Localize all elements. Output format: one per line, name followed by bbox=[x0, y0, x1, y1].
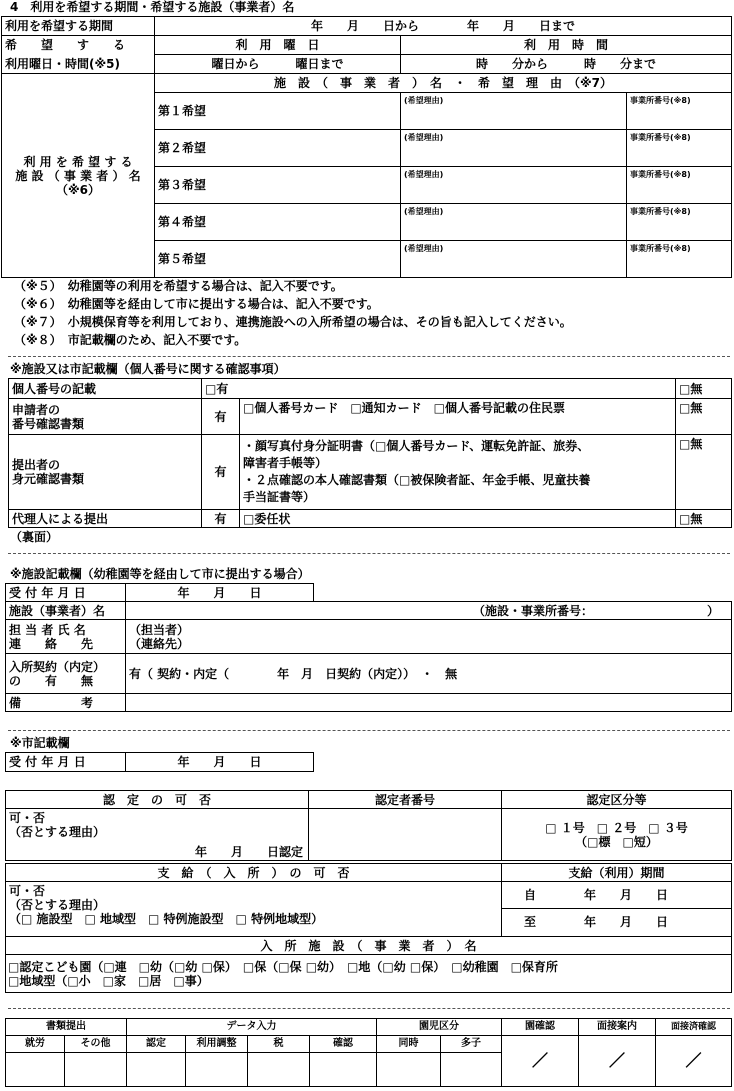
work-field[interactable] bbox=[6, 1053, 65, 1087]
wish-table bbox=[1, 16, 732, 278]
contract-field[interactable]: 有（ 契約・内定（ 年 月 日契約（内定）） ・ 無 bbox=[126, 654, 732, 694]
supply-to: 至 年 月 日 bbox=[524, 915, 669, 929]
sub-header-same-time: 同時 bbox=[377, 1036, 441, 1053]
row3-label bbox=[9, 435, 202, 510]
office-no-field-1[interactable]: 事業所番号(※8) bbox=[627, 93, 732, 130]
facility-received-table bbox=[5, 583, 314, 602]
remarks-field[interactable] bbox=[126, 694, 732, 712]
divider bbox=[8, 730, 730, 731]
reason-field-1[interactable]: (希望理由) bbox=[401, 93, 627, 130]
sub-header-work: 就労 bbox=[6, 1036, 65, 1053]
divider bbox=[8, 356, 730, 357]
note-text: 市記載欄のため、記入不要です。 bbox=[67, 333, 247, 347]
multi-child-field[interactable] bbox=[441, 1053, 502, 1087]
office-no-field-5[interactable]: 事業所番号(※8) bbox=[627, 241, 732, 278]
note-6 bbox=[14, 297, 379, 311]
sub-header-tax: 税 bbox=[248, 1036, 310, 1053]
row4-proxy-checkbox[interactable]: □委任状 bbox=[240, 510, 676, 528]
note-mark: （※８） bbox=[14, 333, 56, 347]
facility-label-2: 施 設 （ 事 業 者 ） 名 bbox=[15, 168, 141, 183]
row4-yes: 有 bbox=[202, 510, 240, 528]
wish-label-1: 希 望 す る bbox=[2, 36, 155, 55]
contact-label: 連 絡 先 bbox=[9, 636, 94, 651]
note-mark: （※７） bbox=[14, 315, 56, 329]
other-field[interactable] bbox=[65, 1053, 127, 1087]
supply-table bbox=[5, 863, 732, 993]
row4-none-checkbox[interactable]: □無 bbox=[676, 510, 732, 528]
admission-line-1: □認定こども園（□連 □幼（□幼 □保） □保（□保 □幼） □地（□幼 □保） □幼稚園 □保育所 bbox=[8, 959, 558, 974]
facility-no-field[interactable]: （施設・事業所番号： ） bbox=[126, 602, 732, 620]
city-received-label: 受 付 年 月 日 bbox=[6, 753, 126, 772]
same-time-field[interactable] bbox=[377, 1053, 441, 1087]
note-8 bbox=[14, 333, 246, 347]
supply-decision-field[interactable] bbox=[6, 882, 502, 937]
sub-header-cert: 認定 bbox=[127, 1036, 186, 1053]
reason-field-5[interactable]: (希望理由) bbox=[401, 241, 627, 278]
choice-1[interactable]: 第１希望 bbox=[155, 93, 401, 130]
facility-entry-table bbox=[5, 601, 732, 712]
cert-class-header: 認定区分等 bbox=[502, 791, 732, 809]
supply-period-field[interactable] bbox=[502, 882, 732, 937]
interview-done-header: 面接済確認 bbox=[656, 1019, 732, 1036]
contact-value: （連絡先） bbox=[129, 636, 190, 651]
note-mark: （※６） bbox=[14, 297, 56, 311]
cert-reason: （否とする理由） bbox=[9, 825, 106, 839]
city-entry-heading: ※市記載欄 bbox=[10, 736, 70, 750]
cert-yes-no: 可・否 bbox=[9, 811, 46, 825]
cert-class-checkboxes[interactable] bbox=[502, 809, 732, 861]
contract-label-1: 入所契約（内定） bbox=[9, 659, 106, 674]
id-check-heading: ※施設又は市記載欄（個人番号に関する確認事項） bbox=[10, 362, 286, 376]
row2-documents-checkboxes[interactable]: □個人番号カード □通知カード □個人番号記載の住民票 bbox=[240, 399, 676, 435]
reason-field-3[interactable]: (希望理由) bbox=[401, 167, 627, 204]
processing-table bbox=[5, 1018, 732, 1087]
note-7 bbox=[14, 315, 572, 329]
supply-period-header: 支給（利用）期間 bbox=[502, 864, 732, 882]
office-no-field-4[interactable]: 事業所番号(※8) bbox=[627, 204, 732, 241]
facility-entry-heading: ※施設記載欄（幼稚園等を経由して市に提出する場合） bbox=[10, 567, 310, 581]
divider bbox=[8, 553, 730, 554]
confirm-field[interactable] bbox=[310, 1053, 377, 1087]
supply-types: （□ 施設型 □ 地域型 □ 特例施設型 □ 特例地域型） bbox=[9, 912, 324, 926]
row3-line-1: ・顔写真付身分証明書（□個人番号カード、運転免許証、旅券、 bbox=[243, 439, 590, 453]
staff-contact-field[interactable] bbox=[126, 620, 732, 654]
row3-line-2: 障害者手帳等） bbox=[243, 456, 328, 470]
row2-label-2: 番号確認書類 bbox=[12, 416, 85, 431]
sub-header-confirm: 確認 bbox=[310, 1036, 377, 1053]
time-header: 利 用 時 間 bbox=[401, 36, 732, 55]
contract-label-2: の 有 無 bbox=[9, 673, 94, 688]
child-class-header: 園児区分 bbox=[377, 1019, 502, 1036]
garden-check-field[interactable]: ／ bbox=[502, 1036, 579, 1087]
received-label: 受 付 年 月 日 bbox=[6, 584, 126, 602]
cert-class-line-1: □ １号 □ ２号 □ ３号 bbox=[545, 820, 688, 835]
day-header: 利 用 曜 日 bbox=[155, 36, 401, 55]
received-date-field[interactable]: 年 月 日 bbox=[126, 584, 314, 602]
note-mark: （※５） bbox=[14, 279, 56, 293]
staff-value: （担当者） bbox=[129, 622, 190, 637]
row2-label-1: 申請者の bbox=[12, 402, 61, 417]
certification-table bbox=[5, 790, 732, 861]
cert-date: 年 月 日認定 bbox=[194, 845, 303, 859]
divider bbox=[8, 1008, 730, 1009]
cert-no-header: 認定者番号 bbox=[309, 791, 502, 809]
city-received-date-field[interactable]: 年 月 日 bbox=[126, 753, 314, 772]
sub-header-multi-child: 多子 bbox=[441, 1036, 502, 1053]
row3-none-checkbox[interactable]: □無 bbox=[676, 435, 732, 510]
sub-header-other: その他 bbox=[65, 1036, 127, 1053]
facility-label-1: 利 用 を 希 望 す る bbox=[23, 154, 133, 169]
note-text: 幼稚園等の利用を希望する場合は、記入不要です。 bbox=[67, 279, 343, 293]
facility-name-label: 施設（事業者）名 bbox=[6, 602, 126, 620]
day-value-field[interactable]: 曜日から 曜日まで bbox=[155, 55, 401, 74]
row2-yes: 有 bbox=[202, 399, 240, 435]
id-check-table bbox=[8, 378, 732, 528]
section4-heading: 4 利用を希望する期間・希望する施設（事業者）名 bbox=[10, 0, 295, 14]
row2-label bbox=[9, 399, 202, 435]
adjust-field[interactable] bbox=[186, 1053, 248, 1087]
remarks-label: 備 考 bbox=[6, 694, 126, 712]
interview-guide-field[interactable]: ／ bbox=[579, 1036, 656, 1087]
note-5 bbox=[14, 279, 343, 293]
garden-check-header: 園確認 bbox=[502, 1019, 579, 1036]
cert-field[interactable] bbox=[127, 1053, 186, 1087]
documents-header: 書類提出 bbox=[6, 1019, 127, 1036]
choice-2[interactable]: 第２希望 bbox=[155, 130, 401, 167]
supply-yes-no: 可・否 bbox=[9, 884, 46, 898]
wish-label-2: 利用曜日・時間(※5) bbox=[2, 55, 155, 74]
sub-header-adjust: 利用調整 bbox=[186, 1036, 248, 1053]
cert-header: 認 定 の 可 否 bbox=[6, 791, 309, 809]
office-no-field-2[interactable]: 事業所番号(※8) bbox=[627, 130, 732, 167]
row3-label-2: 身元確認書類 bbox=[12, 472, 85, 486]
tax-field[interactable] bbox=[248, 1053, 310, 1087]
cert-class-line-2: （□標 □短） bbox=[575, 834, 658, 849]
period-value-field[interactable]: 年 月 日から 年 月 日まで bbox=[155, 17, 732, 36]
row3-line-4: 手当証書等） bbox=[243, 490, 316, 504]
supply-from: 自 年 月 日 bbox=[502, 882, 731, 909]
city-received-table bbox=[5, 752, 314, 772]
period-label: 利用を希望する期間 bbox=[2, 17, 155, 36]
row3-label-1: 提出者の bbox=[12, 458, 61, 472]
supply-header: 支 給 （ 入 所 ） の 可 否 bbox=[6, 864, 502, 882]
row1-yes-checkbox[interactable]: □有 bbox=[202, 379, 676, 399]
staff-label: 担 当 者 氏 名 bbox=[9, 622, 86, 637]
time-value-field[interactable]: 時 分から 時 分まで bbox=[401, 55, 732, 74]
reason-field-4[interactable]: (希望理由) bbox=[401, 204, 627, 241]
facility-label-3: （※6） bbox=[55, 182, 101, 197]
row4-label: 代理人による提出 bbox=[9, 510, 202, 528]
interview-guide-header: 面接案内 bbox=[579, 1019, 656, 1036]
choice-5[interactable]: 第５希望 bbox=[155, 241, 401, 278]
admission-facility-header: 入 所 施 設 （ 事 業 者 ） 名 bbox=[6, 937, 732, 955]
staff-contact-labels bbox=[6, 620, 126, 654]
row3-line-3: ・２点確認の本人確認書類（□被保険者証、年金手帳、児童扶養 bbox=[243, 473, 591, 487]
data-entry-header: データ入力 bbox=[127, 1019, 377, 1036]
choice-3[interactable]: 第３希望 bbox=[155, 167, 401, 204]
facility-header: 施 設 （ 事 業 者 ） 名 ・ 希 望 理 由 （※7） bbox=[155, 74, 732, 93]
choice-4[interactable]: 第４希望 bbox=[155, 204, 401, 241]
supply-reason: （否とする理由） bbox=[9, 898, 106, 912]
row3-yes: 有 bbox=[202, 435, 240, 510]
admission-line-2: □地域型（□小 □家 □居 □事） bbox=[8, 973, 209, 988]
facility-label bbox=[2, 74, 155, 278]
interview-done-field[interactable]: ／ bbox=[656, 1036, 732, 1087]
row1-label: 個人番号の記載 bbox=[9, 379, 202, 399]
row2-none-checkbox[interactable]: □無 bbox=[676, 399, 732, 435]
admission-facility-checkboxes[interactable] bbox=[6, 955, 732, 993]
reason-field-2[interactable]: (希望理由) bbox=[401, 130, 627, 167]
row3-documents-checkboxes[interactable] bbox=[240, 435, 676, 510]
contract-label bbox=[6, 654, 126, 694]
note-text: 幼稚園等を経由して市に提出する場合は、記入不要です。 bbox=[67, 297, 379, 311]
row1-none-checkbox[interactable]: □無 bbox=[676, 379, 732, 399]
back-side-label: （裏面） bbox=[10, 530, 59, 544]
cert-decision-field[interactable] bbox=[6, 809, 309, 861]
office-no-field-3[interactable]: 事業所番号(※8) bbox=[627, 167, 732, 204]
cert-no-field[interactable] bbox=[309, 809, 502, 861]
note-text: 小規模保育等を利用しており、連携施設への入所希望の場合は、その旨も記入してください。 bbox=[67, 315, 572, 329]
